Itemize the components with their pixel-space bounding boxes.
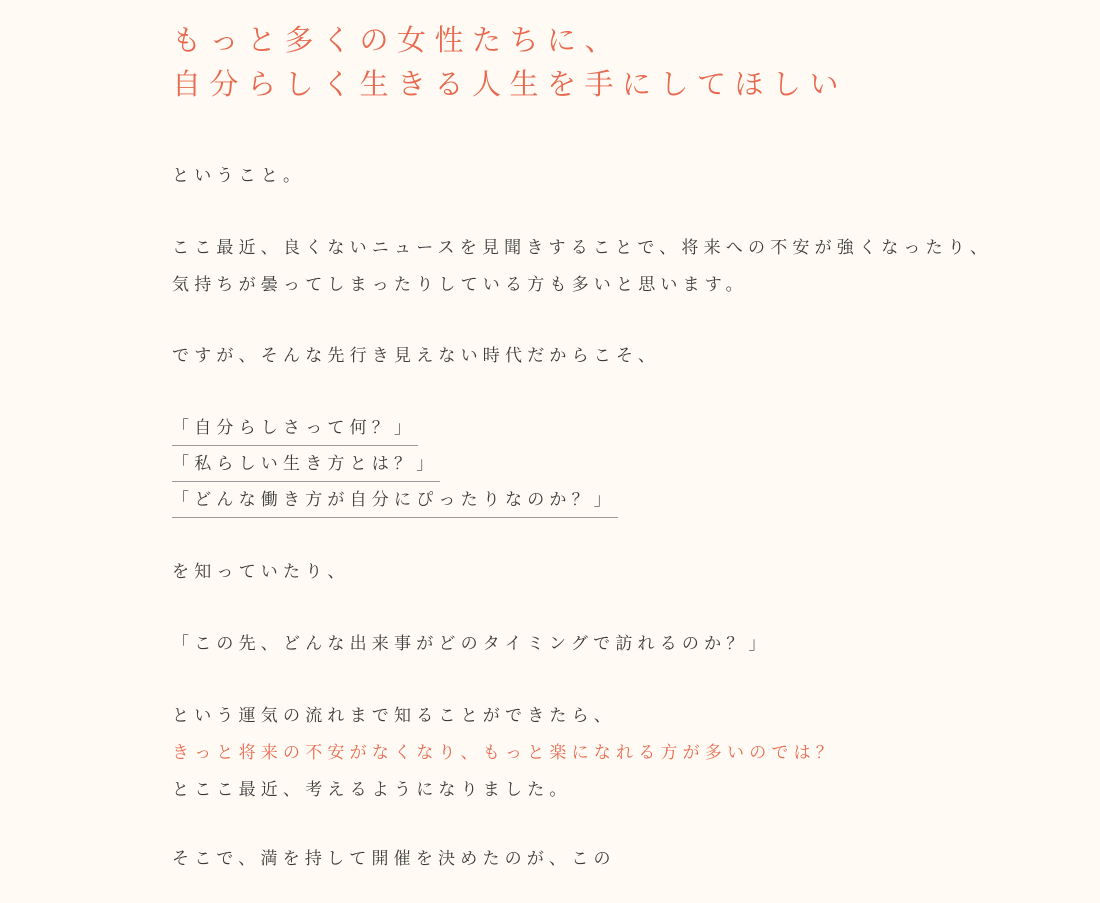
paragraph-conclusion: そこで、満を持して開催を決めたのが、この [172,849,616,869]
paragraph-fortune-line-3: とここ最近、考えるようになりました。 [172,780,572,800]
list-item [172,447,618,483]
paragraph-intro: ということ。 [172,166,306,186]
question-underlined: 「私らしい生き方とは？」 [172,447,440,482]
paragraph-anxiety-line-2: 気持ちが曇ってしまったりしている方も多いと思います。 [172,275,748,295]
paragraph-anxiety [172,230,992,304]
paragraph-however: ですが、そんな先行き見えない時代だからこそ、 [172,346,661,366]
heading-line-1: もっと多くの女性たちに、 [172,23,623,57]
paragraph-knowing: を知っていたり、 [172,562,350,582]
question-underlined: 「どんな働き方が自分にぴったりなのか？」 [172,483,618,518]
paragraph-fortune-line-1: という運気の流れまで知ることができたら、 [172,706,616,726]
paragraph-fortune [172,698,838,809]
paragraph-future-question: 「この先、どんな出来事がどのタイミングで訪れるのか？」 [172,634,771,654]
list-item [172,411,618,447]
question-underlined: 「自分らしさって何？」 [172,411,418,446]
list-item [172,483,618,519]
heading-line-2: 自分らしく生きる人生を手にしてほしい [172,67,848,101]
paragraph-fortune-highlight: きっと将来の不安がなくなり、もっと楽になれる方が多いのでは？ [172,743,838,763]
question-list [172,411,618,519]
paragraph-anxiety-line-1: ここ最近、良くないニュースを見聞きすることで、将来への不安が強くなったり、 [172,238,993,258]
page-heading [172,18,847,106]
